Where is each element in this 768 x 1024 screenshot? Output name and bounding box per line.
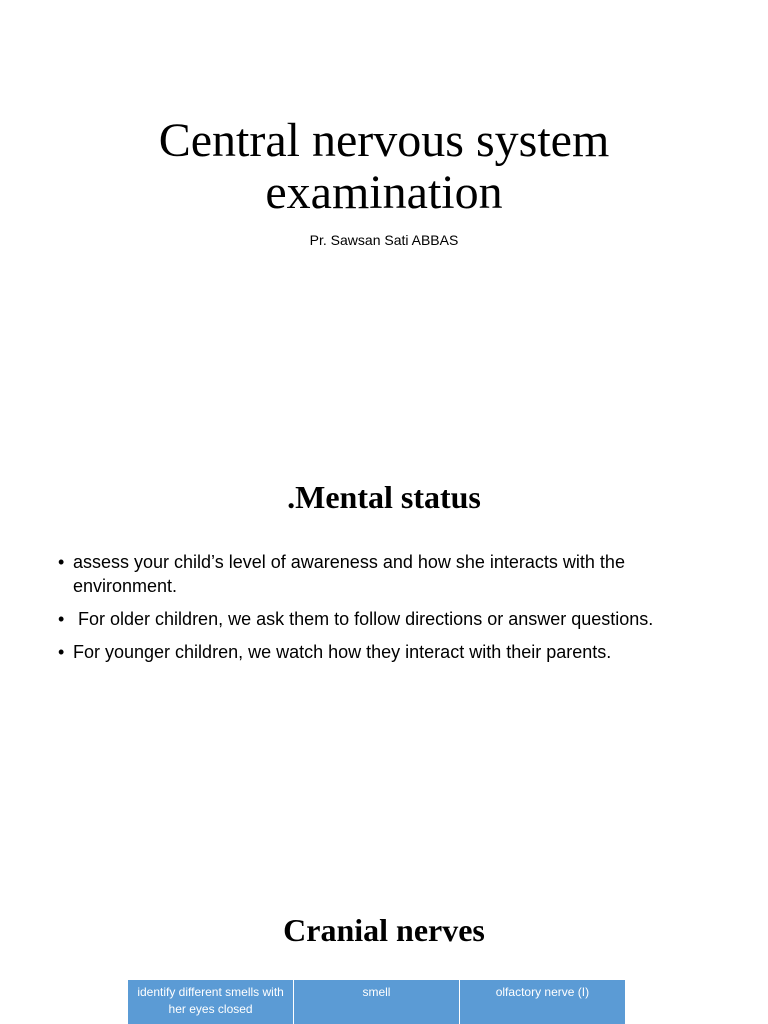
title-slide [0,0,768,432]
bullet-item [58,607,718,631]
mental-status-bullet-list [58,550,718,673]
bullet-text: For younger children, we watch how they interact with their parents. [73,642,612,662]
cranial-nerves-heading: Cranial nerves [283,912,485,948]
author-name: Pr. Sawsan Sati ABBAS [309,232,459,248]
table-cell-nerve: olfactory nerve (I) [459,980,625,1024]
cranial-nerves-table [128,980,625,1024]
bullet-text: assess your child’s level of awareness and how she interacts with the environment. [73,552,625,596]
title-line-2: examination [265,166,503,219]
bullet-item [58,550,718,598]
presentation-title [0,115,768,219]
bullet-text: For older children, we ask them to follow directions or answer questions. [73,609,654,629]
mental-status-heading: .Mental status [287,479,481,515]
bullet-marker: • [58,609,65,629]
bullet-item [58,640,718,664]
cranial-nerves-slide [0,864,768,1024]
title-line-1: Central nervous system [158,114,610,167]
bullet-marker: • [58,642,65,662]
table-cell-test: identify different smells with her eyes closed [128,980,294,1024]
table-row [128,980,625,1024]
bullet-marker: • [58,552,65,572]
mental-status-slide [0,432,768,864]
table-cell-function: smell [294,980,460,1024]
